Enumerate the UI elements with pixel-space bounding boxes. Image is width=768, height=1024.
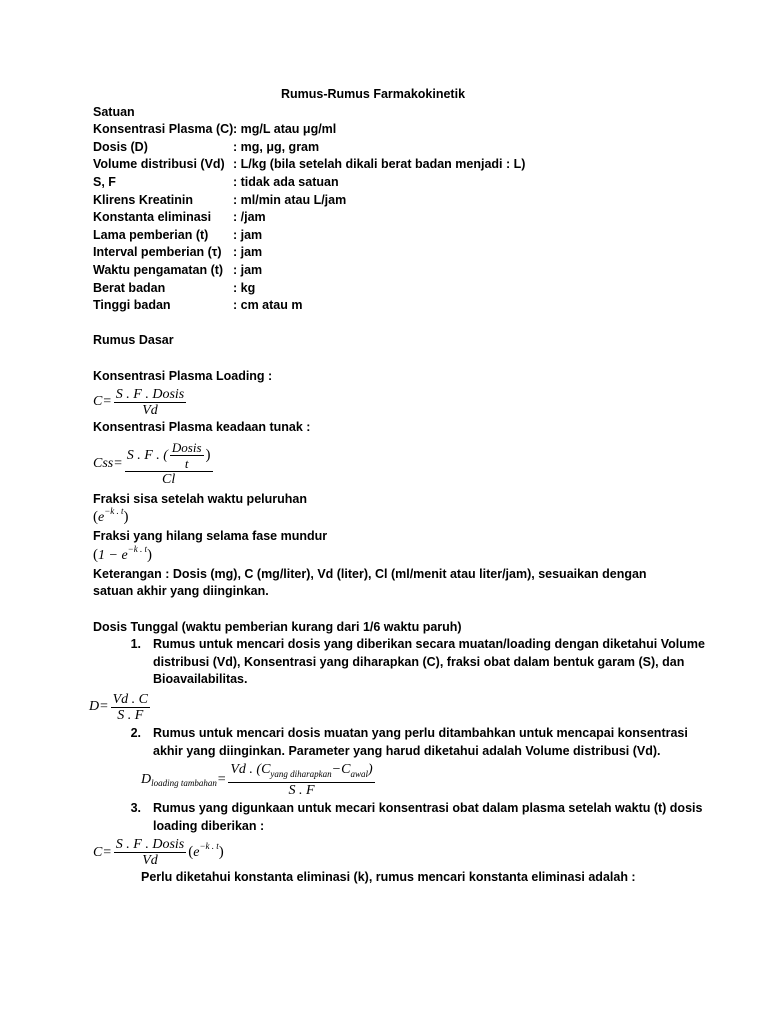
fraksi-hilang-label: Fraksi yang hilang selama fase mundur [93,529,328,544]
fraction [111,692,150,723]
math-paren: ) [147,547,152,564]
keterangan-line: Keterangan : Dosis (mg), C (mg/liter), Vd (liter), Cl (ml/menit atau liter/jam), sesuaikan dengan [93,566,647,581]
math-symbol: C [93,844,103,860]
dosis-tunggal-heading: Dosis Tunggal (waktu pemberian kurang dari 1/6 waktu paruh) [93,619,462,634]
satuan-label: Konsentrasi Plasma (C) [93,122,234,137]
numerator: S . F . Dosis [115,836,185,852]
satuan-label: Klirens Kreatinin [93,192,194,207]
satuan-row [93,244,693,262]
satuan-value: : L/kg (bila setelah dikali berat badan menjadi : L) [233,157,526,172]
numerator [228,762,374,783]
math-symbol: D [141,772,152,788]
denominator: Vd [142,852,158,868]
math-paren: ) [123,509,129,526]
fraction [114,387,186,418]
math-exponent: −k . t [199,840,219,851]
math-text: 1 − e [98,548,128,564]
satuan-value: : jam [233,262,263,277]
list-line: Bioavailabilitas. [153,672,248,687]
satuan-row [93,227,693,245]
math-symbol: e [193,844,200,860]
satuan-table [93,121,693,315]
formula-fraksi-hilang [93,546,693,566]
formula-loading [93,385,693,419]
denominator: Vd [142,402,158,418]
denominator: Cl [161,472,176,488]
satuan-value: : jam [233,227,263,242]
math-symbol: D [89,699,100,715]
closing-text: Perlu diketahui konstanta eliminasi (k), rumus mencari konstanta eliminasi adalah : [141,870,636,885]
list-number: 1. [130,637,141,652]
satuan-row [93,121,693,139]
satuan-label: Waktu pengamatan (t) [93,262,224,277]
math-paren: ( [188,843,194,860]
satuan-value: : /jam [233,210,266,225]
math-symbol: C [261,762,271,778]
list-line: akhir yang diinginkan. Parameter yang harud diketahui adalah Volume distribusi (Vd). [153,743,661,758]
formula-tunak [93,437,693,491]
fraction [114,837,186,868]
math-symbol: C [341,762,351,778]
list-line: Rumus yang digunkaan untuk mecari konsentrasi obat dalam plasma setelah waktu (t) dosis [153,801,703,816]
formula-dosis [89,689,693,725]
math-symbol: Css [93,455,114,471]
denominator: S . F [117,707,144,723]
satuan-value: : jam [233,245,263,260]
satuan-label: Tinggi badan [93,298,171,313]
satuan-row [93,192,693,210]
math-paren: ) [205,447,211,464]
formula-fraksi-sisa [93,508,693,528]
loading-label: Konsentrasi Plasma Loading : [93,368,273,383]
fraksi-sisa-label: Fraksi sisa setelah waktu peluruhan [93,491,307,506]
math-equals: = [102,844,112,860]
satuan-value: : ml/min atau L/jam [233,192,347,207]
satuan-label: Interval pemberian (τ) [93,245,222,260]
document-body [89,86,705,887]
list-number: 3. [130,801,141,816]
keterangan-line: satuan akhir yang diinginkan. [93,584,269,599]
satuan-row [93,262,693,280]
math-equals: = [102,394,112,410]
math-paren: ( [93,509,98,526]
math-minus: − [331,762,342,778]
satuan-row [93,209,693,227]
list-text [153,636,705,689]
math-equals: = [216,772,227,788]
satuan-row [93,280,693,298]
page-title: Rumus-Rumus Farmakokinetik [280,87,466,101]
fraction [125,440,213,487]
math-exponent: −k . t [127,544,147,555]
list-text [153,800,703,835]
math-subscript: awal [350,769,368,780]
numerator: Dosis [171,440,202,456]
satuan-row [93,174,693,192]
satuan-label: Dosis (D) [93,139,148,154]
math-subscript: loading tambahan [151,778,217,789]
satuan-label: Berat badan [93,280,166,295]
list-text [153,725,693,760]
math-equals: = [113,455,123,471]
list-number: 2. [130,726,141,741]
math-text: S . F . ( [126,448,168,464]
inner-fraction [170,440,204,471]
satuan-value: : mg/L atau μg/ml [233,122,337,137]
numerator: Vd . C [112,691,148,707]
math-subscript: yang diharapkan [270,769,332,780]
satuan-row [93,156,693,174]
math-paren: ) [218,843,224,860]
math-text: Vd . ( [230,762,262,778]
satuan-value: : kg [233,280,256,295]
satuan-value: : mg, μg, gram [233,139,320,154]
numerator: S . F . Dosis [115,386,185,402]
numerator [125,440,213,472]
satuan-label: Lama pemberian (t) [93,227,209,242]
list-item [93,800,703,835]
satuan-value: : tidak ada satuan [233,174,339,189]
math-exponent: −k . t [104,506,124,517]
fraction [228,762,374,798]
denominator: S . F [288,783,315,799]
satuan-label: Volume distribusi (Vd) [93,157,225,172]
list-line: Rumus untuk mencari dosis muatan yang perlu ditambahkan untuk mencapai konsentrasi [153,726,688,741]
list-line: loading diberikan : [153,818,265,833]
math-paren: ) [367,762,373,778]
satuan-row [93,139,693,157]
satuan-heading: Satuan [93,104,135,119]
satuan-value: : cm atau m [233,298,303,313]
math-symbol: e [98,510,105,526]
math-equals: = [99,699,109,715]
list-item [93,725,693,760]
formula-konsentrasi-waktu [93,835,693,869]
list-line: Rumus untuk mencari dosis yang diberikan secara muatan/loading dengan diketahui Volume [153,637,705,652]
tunak-label: Konsentrasi Plasma keadaan tunak : [93,420,311,435]
list-item [93,636,705,689]
satuan-row [93,297,693,315]
satuan-label: S, F [93,174,116,189]
denominator: t [184,456,189,472]
rumus-dasar-heading: Rumus Dasar [93,333,174,348]
math-symbol: C [93,394,103,410]
satuan-label: Konstanta eliminasi [93,210,212,225]
math-paren: ( [93,547,98,564]
list-line: distribusi (Vd), Konsentrasi yang diharapkan (C), fraksi obat dalam bentuk garam (S), dan [153,654,685,669]
formula-loading-tambahan [141,760,693,800]
